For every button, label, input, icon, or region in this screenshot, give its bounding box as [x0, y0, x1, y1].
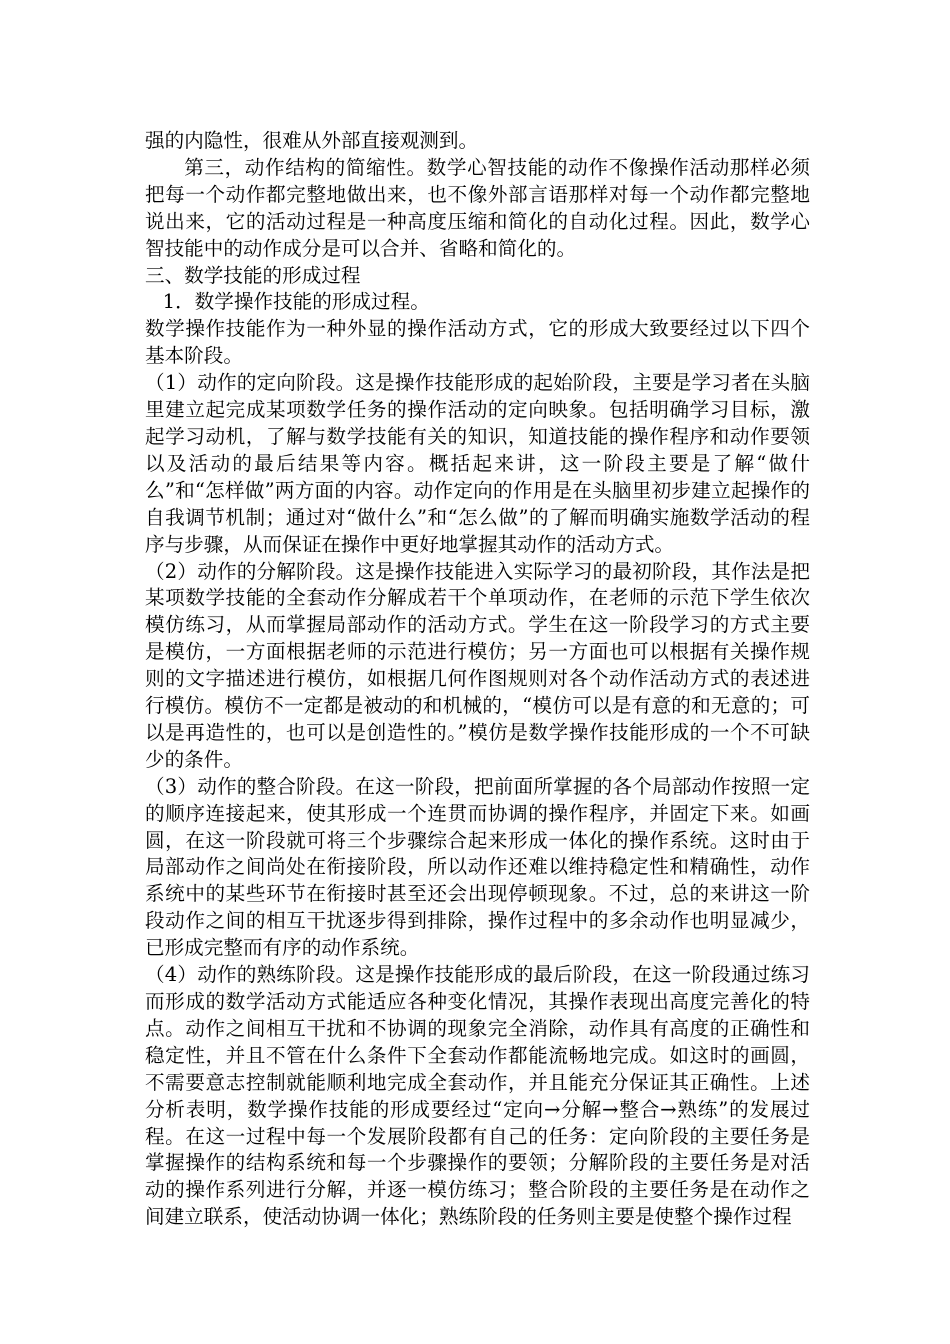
paragraph-stage-4: （4）动作的熟练阶段。这是操作技能形成的最后阶段，在这一阶段通过练习而形成的数学活动方式能适应各种变化情况，其操作表现出高度完善化的特点。动作之间相互干扰和不协调的现象完全消除，动作具有高度的正确性和稳定性，并且不管在什么条件下全套动作都能流畅地完成。如这时的画圆，不需要意志控制就能顺利地完成全套动作，并且能充分保证其正确性。上述分析表明，数学操作技能的形成要经过“定向→分解→整合→熟练”的发展过程。在这一过程中每一个发展阶段都有自己的任务：定向阶段的主要任务是掌握操作的结构系统和每一个步骤操作的要领；分解阶段的主要任务是对活动的操作系列进行分解，并逐一模仿练习；整合阶段的主要任务是在动作之间建立联系，使活动协调一体化；熟练阶段的任务则主要是使整个操作过程	[145, 963, 810, 1229]
paragraph-stage-2: （2）动作的分解阶段。这是操作技能进入实际学习的最初阶段，其作法是把某项数学技能的全套动作分解成若干个单项动作，在老师的示范下学生依次模仿练习，从而掌握局部动作的活动方式。学生在这一阶段学习的方式主要是模仿，一方面根据老师的示范进行模仿；另一方面也可以根据有关操作规则的文字描述进行模仿，如根据几何作图规则对各个动作活动方式的表述进行模仿。模仿不一定都是被动的和机械的，“模仿可以是有意的和无意的；可以是再造性的，也可以是创造性的。”模仿是数学操作技能形成的一个不可缺少的条件。	[145, 559, 810, 771]
subsection-heading-1: 1．数学操作技能的形成过程。	[162, 290, 430, 314]
section-heading-3: 三、数学技能的形成过程	[145, 263, 361, 287]
paragraph-intro: 数学操作技能作为一种外显的操作活动方式，它的形成大致要经过以下四个基本阶段。	[145, 317, 810, 368]
paragraph-stage-3: （3）动作的整合阶段。在这一阶段，把前面所掌握的各个局部动作按照一定的顺序连接起来，使其形成一个连贯而协调的操作程序，并固定下来。如画圆，在这一阶段就可将三个步骤综合起来形成一体化的操作系统。这时由于局部动作之间尚处在衔接阶段，所以动作还难以维持稳定性和精确性，动作系统中的某些环节在衔接时甚至还会出现停顿现象。不过，总的来讲这一阶段动作之间的相互干扰逐步得到排除，操作过程中的多余动作也明显减少，已形成完整而有序的动作系统。	[145, 774, 810, 960]
paragraph-1: 强的内隐性，很难从外部直接观测到。	[145, 129, 479, 152]
document-body	[145, 128, 810, 1231]
paragraph-stage-1: （1）动作的定向阶段。这是操作技能形成的起始阶段，主要是学习者在头脑里建立起完成某项数学任务的操作活动的定向映象。包括明确学习目标，激起学习动机，了解与数学技能有关的知识，知道技能的操作程序和动作要领以及活动的最后结果等内容。概括起来讲，这一阶段主要是了解“做什么”和“怎样做”两方面的内容。动作定向的作用是在头脑里初步建立起操作的自我调节机制；通过对“做什么”和“怎么做”的了解而明确实施数学活动的程序与步骤，从而保证在操作中更好地掌握其动作的活动方式。	[145, 371, 810, 556]
paragraph-2: 第三，动作结构的简缩性。数学心智技能的动作不像操作活动那样必须把每一个动作都完整地做出来，也不像外部言语那样对每一个动作都完整地说出来，它的活动过程是一种高度压缩和简化的自动化过程。因此，数学心智技能中的动作成分是可以合并、省略和简化的。	[145, 155, 810, 260]
